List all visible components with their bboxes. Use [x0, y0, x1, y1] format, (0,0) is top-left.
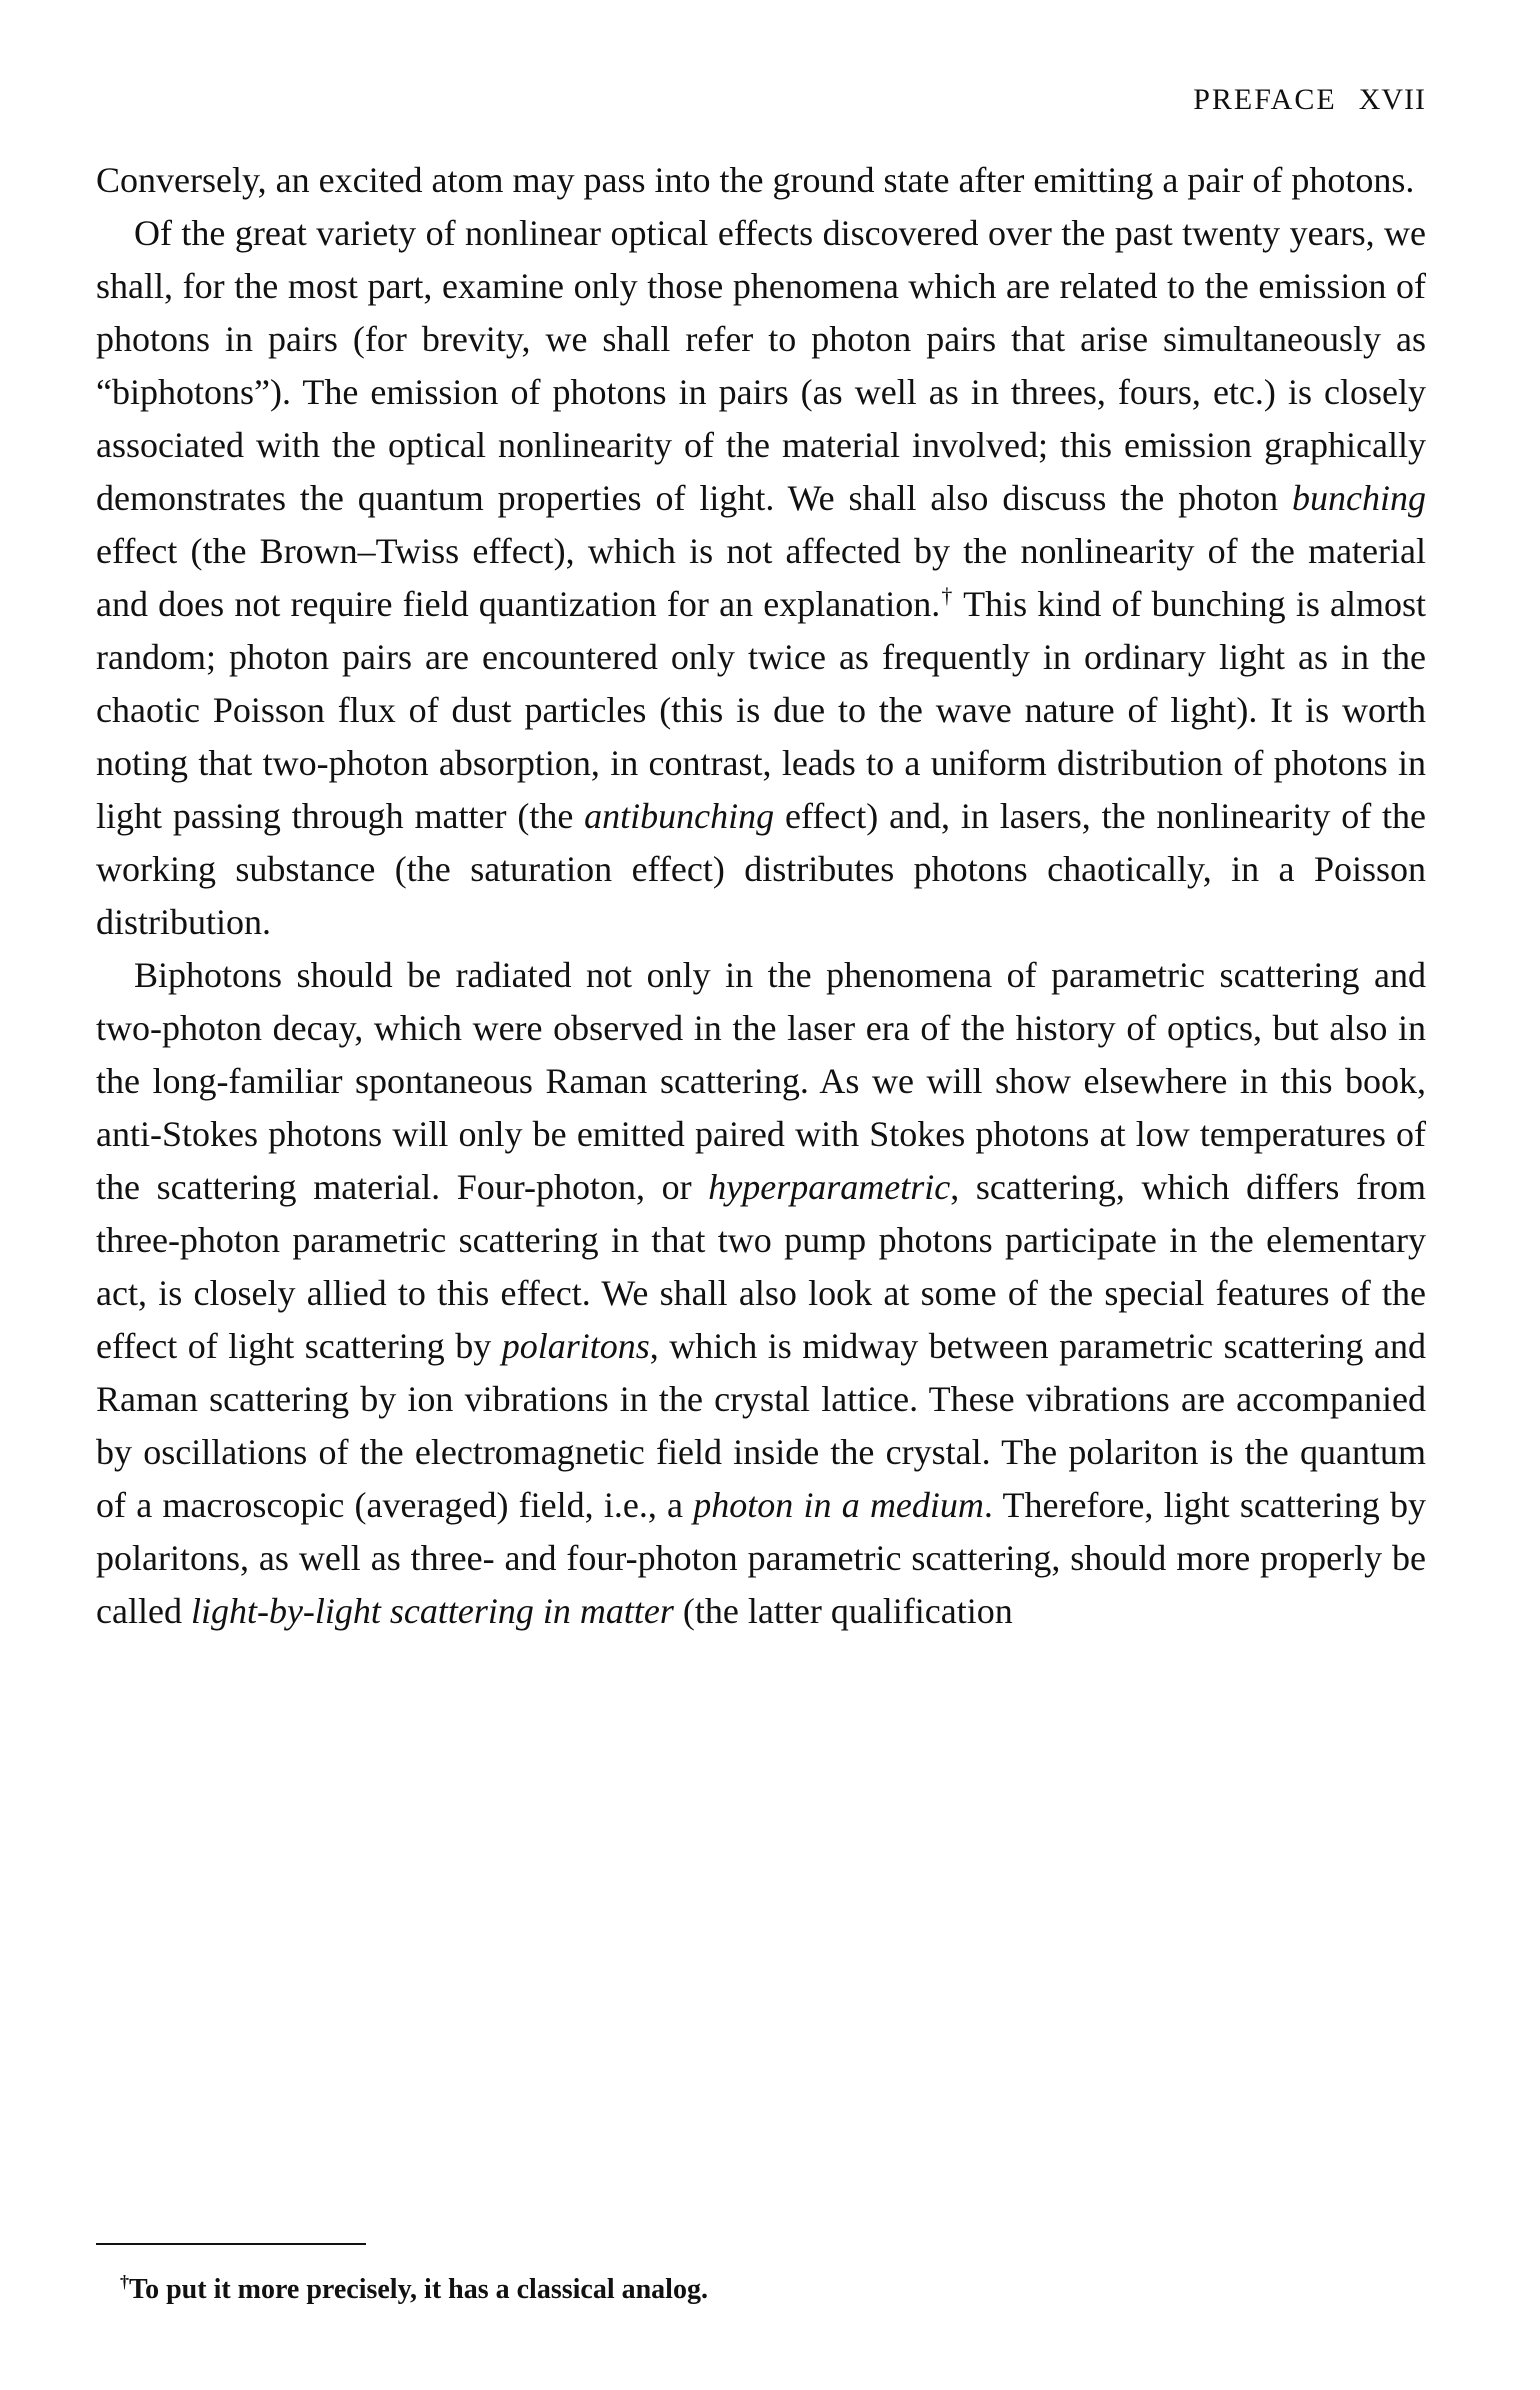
- paragraph-2: [96, 207, 1426, 949]
- p3-text: . Therefore, light scattering by polaritons, as well as three- and four-photon parametric scattering, should more properly be called: [96, 1485, 1427, 1631]
- emphasis-photon-in-medium: photon in a medium: [693, 1485, 984, 1525]
- emphasis-hyperparametric: hyperparametric: [708, 1167, 951, 1207]
- p3-text: Biphotons should be radiated not only in the phenomena of parametric scattering and two-photon decay, which were observed in the laser era of the history of optics, but also in the long-familiar spontaneous Raman scattering. As we will show elsewhere in this book, anti-Stokes photons will only be emitted paired with Stokes photons at low temperatures of the scattering material. Four-photon, or: [96, 955, 1426, 1207]
- p3-text: , which is midway between parametric scattering and Raman scattering by ion vibrations in the crystal lattice. These vibrations are accompanied by oscillations of the electromagnetic field inside the crystal. The polariton is the quantum of a macroscopic (averaged) field, i.e., a: [96, 1326, 1426, 1525]
- paragraph-3: [96, 949, 1426, 1638]
- paragraph-1: [96, 154, 1426, 207]
- running-head: [96, 78, 1426, 122]
- footnote: [120, 2270, 708, 2310]
- page-number: XVII: [1358, 83, 1426, 116]
- footnote-mark: †: [120, 2271, 129, 2292]
- p2-text: effect (the Brown–Twiss effect), which is not affected by the nonlinearity of the material and does not require field quantization for an explanation.: [96, 531, 1426, 624]
- page-body: [96, 78, 1426, 1638]
- emphasis-antibunching: antibunching: [584, 796, 775, 836]
- running-head-title: PREFACE: [1193, 83, 1337, 116]
- emphasis-light-by-light: light-by-light scattering in matter: [190, 1591, 674, 1631]
- p3-text: (the latter qualification: [673, 1591, 1013, 1631]
- p2-text: effect) and, in lasers, the nonlinearity of the working substance (the saturation effect) distributes photons chaotically, in a Poisson distribution.: [96, 796, 1427, 942]
- footnote-text: To put it more precisely, it has a classical analog.: [129, 2274, 708, 2305]
- footnote-rule: [96, 2243, 366, 2245]
- p1-text: Conversely, an excited atom may pass into the ground state after emitting a pair of photons.: [96, 160, 1415, 200]
- emphasis-polaritons: polaritons: [501, 1326, 650, 1366]
- p2-text: Of the great variety of nonlinear optical effects discovered over the past twenty years, we shall, for the most part, examine only those phenomena which are related to the emission of photons in pairs (for brevity, we shall refer to photon pairs that arise simultaneously as “biphotons”). The emission of photons in pairs (as well as in threes, fours, etc.) is closely associated with the optical nonlinearity of the material involved; this emission graphically demonstrates the quantum properties of light. We shall also discuss the photon: [96, 213, 1426, 518]
- footnote-reference: †: [940, 583, 954, 608]
- p2-text: This kind of bunching is almost random; photon pairs are encountered only twice as frequently in ordinary light as in the chaotic Poisson flux of dust particles (this is due to the wave nature of light). It is worth noting that two-photon absorption, in contrast, leads to a uniform distribution of photons in light passing through matter (the: [96, 584, 1427, 836]
- p3-text: , scattering, which differs from three-photon parametric scattering in that two pump photons participate in the elementary act, is closely allied to this effect. We shall also look at some of the special features of the effect of light scattering by: [96, 1167, 1426, 1366]
- emphasis-bunching: bunching: [1292, 478, 1426, 518]
